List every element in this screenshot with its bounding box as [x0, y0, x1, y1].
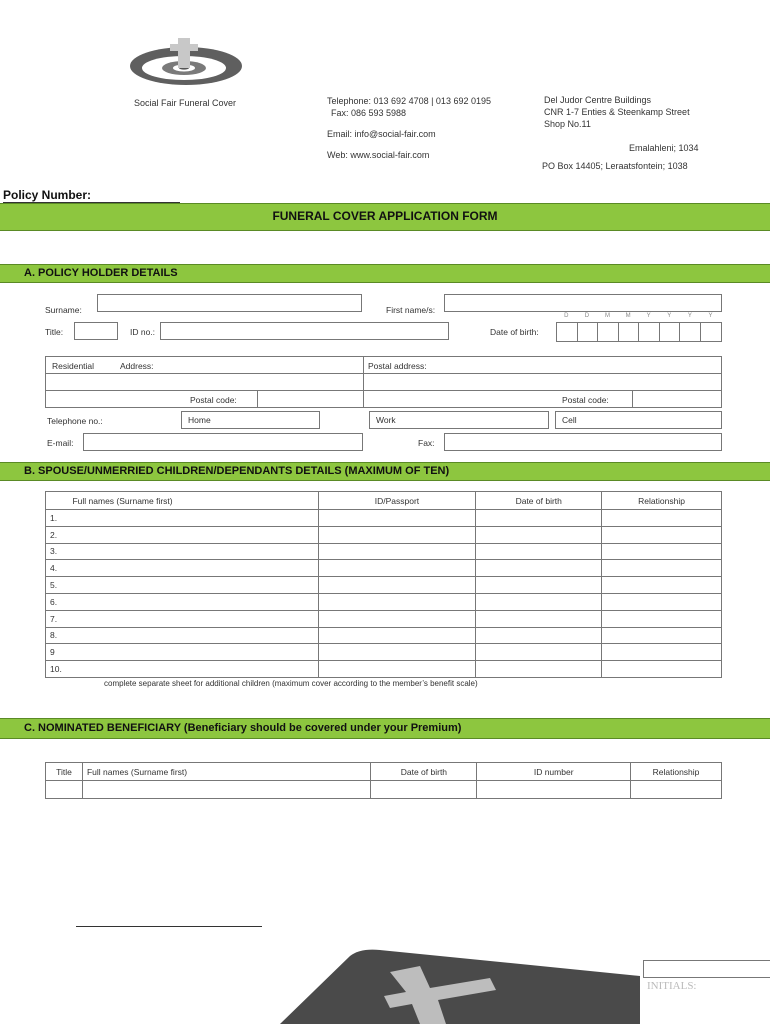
dependant-cell[interactable]: [318, 644, 476, 661]
residential-postal-code-label: Postal code:: [190, 395, 237, 405]
cell-phone-field[interactable]: [555, 411, 722, 429]
dependant-cell[interactable]: [476, 543, 602, 560]
dependant-cell[interactable]: [476, 510, 602, 527]
company-fax: Fax: 086 593 5988: [331, 108, 407, 118]
dependant-cell[interactable]: [68, 627, 318, 644]
dependant-cell[interactable]: [318, 526, 476, 543]
dependant-row[interactable]: [46, 627, 722, 644]
dependant-row[interactable]: [46, 661, 722, 678]
dob-hint: [556, 313, 722, 321]
section-c-title: C. NOMINATED BENEFICIARY (Beneficiary should be covered under your Premium): [24, 722, 462, 734]
dependant-cell[interactable]: [68, 510, 318, 527]
dependant-cell[interactable]: [476, 610, 602, 627]
postal-code-label: Postal code:: [562, 395, 609, 405]
company-name: Social Fair Funeral Cover: [134, 98, 237, 108]
dependant-cell[interactable]: [602, 560, 722, 577]
section-a-band: [0, 264, 770, 283]
cell-label: Cell: [562, 415, 577, 425]
dependant-cell[interactable]: [476, 627, 602, 644]
dependant-cell[interactable]: [318, 610, 476, 627]
ben-col-dob: Date of birth: [371, 763, 477, 781]
section-a-title: A. POLICY HOLDER DETAILS: [24, 267, 178, 279]
dob-hint-y2: Y: [667, 313, 672, 319]
section-b-band: [0, 462, 770, 481]
dob-boxes[interactable]: [556, 322, 722, 342]
beneficiary-header-row: [46, 763, 722, 781]
id-no-label: ID no.:: [130, 327, 156, 337]
section-b-title: B. SPOUSE/UNMERRIED CHILDREN/DEPENDANTS DETAILS (MAXIMUM OF TEN): [24, 465, 450, 477]
dependant-row[interactable]: [46, 610, 722, 627]
signature-line[interactable]: [76, 926, 262, 927]
dob-hint-y4: Y: [708, 313, 713, 319]
dob-label: Date of birth:: [490, 327, 539, 337]
dependants-table: [45, 491, 722, 678]
work-label: Work: [376, 415, 396, 425]
dependant-row[interactable]: [46, 560, 722, 577]
company-web: Web: www.social-fair.com: [327, 150, 430, 160]
dependant-cell[interactable]: [602, 644, 722, 661]
col-full-names: Full names (Surname first): [68, 492, 318, 510]
dependants-note: complete separate sheet for additional children (maximum cover according to the member’s benefit scale): [104, 679, 478, 688]
telephone-label: Telephone no.:: [47, 416, 103, 426]
dependant-cell[interactable]: [602, 510, 722, 527]
dependant-cell[interactable]: [602, 543, 722, 560]
dependant-cell[interactable]: [602, 526, 722, 543]
dependant-row-number: 8.: [46, 627, 69, 644]
id-no-field[interactable]: [160, 322, 449, 340]
dob-hint-m1: M: [604, 313, 610, 319]
dependant-row-number: 3.: [46, 543, 69, 560]
dependant-row[interactable]: [46, 543, 722, 560]
dependant-cell[interactable]: [318, 543, 476, 560]
form-title-band: [0, 203, 770, 231]
beneficiary-table: [45, 762, 722, 799]
company-telephone: Telephone: 013 692 4708 | 013 692 0195: [327, 96, 491, 106]
dob-hint-y1: Y: [646, 313, 651, 319]
dependant-cell[interactable]: [318, 661, 476, 678]
address-line-1: Del Judor Centre Buildings: [544, 95, 652, 105]
dependant-row-number: 5.: [46, 577, 69, 594]
dependant-cell[interactable]: [602, 593, 722, 610]
dependant-cell[interactable]: [602, 577, 722, 594]
dependant-cell[interactable]: [318, 627, 476, 644]
dependant-row-number: 10.: [46, 661, 69, 678]
dependant-row-number: 9: [46, 644, 69, 661]
dependant-row-number: 2.: [46, 526, 69, 543]
initials-label: INITIALS:: [647, 980, 697, 992]
title-field[interactable]: [74, 322, 118, 340]
dob-hint-y3: Y: [687, 313, 692, 319]
dependant-row[interactable]: [46, 510, 722, 527]
ben-col-id-number: ID number: [477, 763, 631, 781]
dependant-cell[interactable]: [318, 560, 476, 577]
dependant-cell[interactable]: [476, 661, 602, 678]
dependant-cell[interactable]: [476, 526, 602, 543]
dependant-row[interactable]: [46, 577, 722, 594]
footer-logo-watermark: [270, 948, 650, 1024]
dependant-cell[interactable]: [602, 661, 722, 678]
first-names-label: First name/s:: [386, 305, 436, 315]
dependant-cell[interactable]: [318, 577, 476, 594]
dependant-cell[interactable]: [68, 577, 318, 594]
dependant-cell[interactable]: [68, 560, 318, 577]
address-line-3: Shop No.11: [544, 119, 591, 129]
dependant-cell[interactable]: [318, 510, 476, 527]
postal-address-label: Postal address:: [368, 361, 427, 371]
dependant-cell[interactable]: [476, 560, 602, 577]
work-phone-field[interactable]: [369, 411, 549, 429]
dependant-cell[interactable]: [318, 593, 476, 610]
dependant-cell[interactable]: [476, 593, 602, 610]
beneficiary-row[interactable]: [46, 781, 722, 799]
dob-hint-d2: D: [584, 313, 590, 319]
ben-col-full-names: Full names (Surname first): [82, 763, 371, 781]
company-logo: [130, 36, 242, 92]
home-phone-field[interactable]: [181, 411, 320, 429]
surname-field[interactable]: [97, 294, 362, 312]
first-names-field[interactable]: [444, 294, 722, 312]
section-c-band: [0, 718, 770, 739]
address-block: [45, 356, 722, 408]
col-relationship: Relationship: [602, 492, 722, 510]
fax-label: Fax:: [418, 438, 435, 448]
surname-label: Surname:: [45, 305, 82, 315]
dependant-cell[interactable]: [476, 644, 602, 661]
fax-field[interactable]: [444, 433, 722, 451]
dependant-cell[interactable]: [602, 627, 722, 644]
col-id-passport: ID/Passport: [318, 492, 476, 510]
dependant-cell[interactable]: [68, 610, 318, 627]
title-label: Title:: [45, 327, 64, 337]
dependant-cell[interactable]: [68, 543, 318, 560]
dependant-row-number: 1.: [46, 510, 69, 527]
residential-label: Residential: [52, 361, 95, 371]
form-title: FUNERAL COVER APPLICATION FORM: [272, 209, 498, 223]
ben-col-relationship: Relationship: [631, 763, 722, 781]
dob-hint-d1: D: [564, 313, 569, 319]
email-field[interactable]: [83, 433, 363, 451]
dob-hint-m2: M: [625, 313, 631, 319]
dependants-header-row: [46, 492, 722, 510]
col-dob: Date of birth: [476, 492, 602, 510]
dependant-row-number: 7.: [46, 610, 69, 627]
residential-address-label: Address:: [120, 361, 154, 371]
dependant-cell[interactable]: [68, 526, 318, 543]
policy-number-label: Policy Number:: [3, 188, 92, 202]
dependant-row-number: 4.: [46, 560, 69, 577]
email-label: E-mail:: [47, 438, 74, 448]
address-line-2: CNR 1-7 Enties & Steenkamp Street: [544, 107, 690, 117]
dependant-cell[interactable]: [476, 577, 602, 594]
address-line-4: Emalahleni; 1034: [629, 143, 699, 153]
dependant-row[interactable]: [46, 593, 722, 610]
dependant-cell[interactable]: [68, 644, 318, 661]
dependant-row-number: 6.: [46, 593, 69, 610]
company-email: Email: info@social-fair.com: [327, 129, 436, 139]
dependant-row[interactable]: [46, 644, 722, 661]
dependant-cell[interactable]: [68, 593, 318, 610]
dependant-cell[interactable]: [68, 661, 318, 678]
po-box: PO Box 14405; Leraatsfontein; 1038: [542, 161, 688, 171]
home-label: Home: [188, 415, 211, 425]
dependant-cell[interactable]: [602, 610, 722, 627]
dependant-row[interactable]: [46, 526, 722, 543]
ben-col-title: Title: [46, 763, 83, 781]
initials-box[interactable]: [643, 960, 770, 978]
